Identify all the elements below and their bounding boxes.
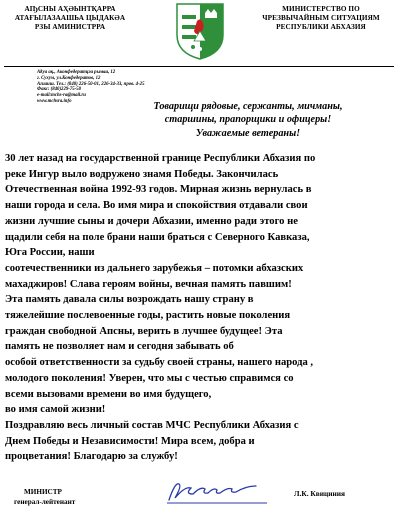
body-line: всеми вызовами времени во имя будущего, <box>5 388 212 400</box>
body-line: щадили себя на поле брани наши браться с Северного Кавказа, <box>5 231 310 243</box>
body-line: Отечественная война 1992-93 годов. Мирная жизнь вернулась в <box>5 184 312 196</box>
body-line: молодого поколения! Уверен, что мы с честью справимся со <box>5 372 294 384</box>
greeting <box>122 100 374 140</box>
body-line: граждан свободной Апсны, верить в лучшее будущее! Эта <box>5 325 283 337</box>
body-line: соотечественники из дальнего зарубежья – потомки абхазских <box>5 262 304 274</box>
header-right-line: МИНИСТЕРСТВО ПО <box>282 5 360 13</box>
header-right-title <box>246 5 396 32</box>
body-line: реке Ингур выло водружено знамя Победы. Закончилась <box>5 168 279 180</box>
body-line: Поздравляю весь личный состав МЧС Республики Абхазия с <box>5 419 299 431</box>
contact-line: Факс: (840)229-75-50 <box>37 87 82 93</box>
body-line: махаджиров! Слава героям войны, вечная память павшим! <box>5 278 292 290</box>
signatory-title <box>14 487 75 507</box>
header-left-line: РЗЫ АМИНИСТРРА <box>34 23 106 31</box>
header-divider <box>4 66 394 67</box>
contact-line: Агиаиш. Тел.: (840) 226-50-01, 226-34-33, пров. 4-25 <box>37 81 145 87</box>
body-line: процветания! Благодарю за службу! <box>5 451 178 463</box>
greeting-line: Товарищи рядовые, сержанты, мичманы, <box>153 101 343 112</box>
header-right-line: РЕСПУБЛИКИ АБХАЗИЯ <box>276 23 366 31</box>
handwritten-signature <box>163 478 273 506</box>
header-left-line: АҦСНЫ АҲӘЫНТҚАРРА <box>24 5 116 13</box>
greeting-line: старшины, прапорщики и офицеры! <box>164 114 332 126</box>
signatory-position: МИНИСТР <box>24 488 62 496</box>
signatory-name: Л.К. Квициния <box>294 489 346 498</box>
body-line: Днем Победы и Независимости! Мира всем, добра и <box>5 435 255 447</box>
letter-body <box>5 151 397 465</box>
contact-line: Аҟуа ақ., Аконфедератцәа рымҩа, 12 <box>37 70 116 75</box>
body-line: во имя самой жизни! <box>5 404 106 416</box>
body-line: память не позволяет нам и сегодня забывать об <box>5 341 234 353</box>
body-line: особой ответственности за судьбу своей страны, нашего народа , <box>5 357 314 369</box>
contact-line: г. Сухум, ул.Конфедератов, 12 <box>37 75 101 81</box>
coat-of-arms-emblem <box>169 1 231 61</box>
header-left-line: АТАҒЫЛАЗААШЬА ЦЫДАКӘА <box>14 14 126 22</box>
body-line: 30 лет назад на государственной границе Республики Абхазия по <box>5 153 316 164</box>
header-left-title <box>6 5 134 32</box>
body-line: Юга России, наши <box>5 247 95 259</box>
contact-line: www.mchsra.info <box>37 98 72 104</box>
header-right-line: ЧРЕЗВЫЧАЙНЫМ СИТУАЦИЯМ <box>262 14 380 22</box>
body-line: наши города и села. Во имя мира и спокойствия отдавали свои <box>5 200 308 212</box>
greeting-line: Уважаемые ветераны! <box>195 127 301 139</box>
contact-line: e-mail:mchs-ra@mail.ru <box>37 93 86 99</box>
body-line: Эта память давала силы возрождать нашу страну в <box>5 294 254 306</box>
signatory-rank: генерал-лейтенант <box>14 498 76 506</box>
body-line: жизни лучшие сыны и дочери Абхазии, именно ради этого не <box>5 215 298 227</box>
body-line: тяжелейшие послевоенные годы, растить новые поколения <box>5 310 291 322</box>
